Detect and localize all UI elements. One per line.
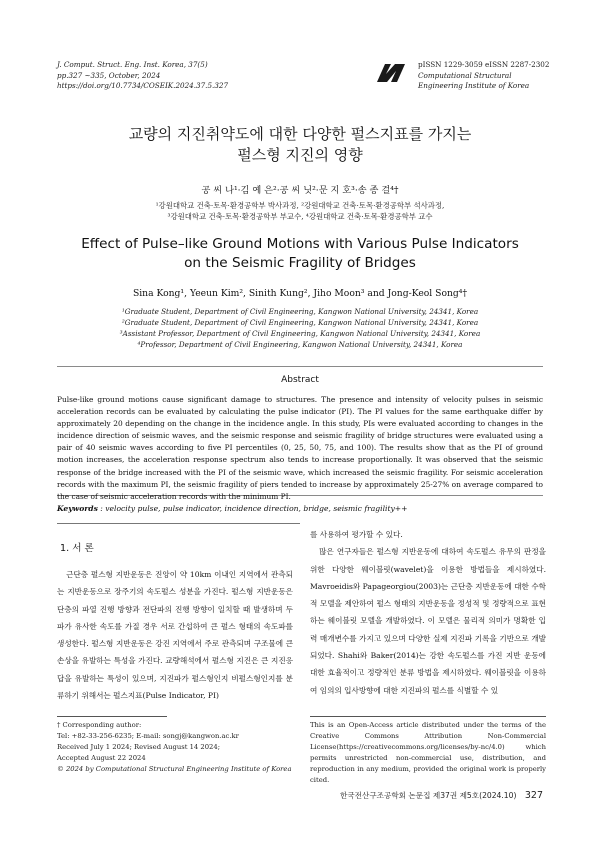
korean-affiliation-line2: ³강원대학교 건축·토목·환경공학부 부교수, ⁴강원대학교 건축·토목·환경공학부 교수 — [167, 212, 433, 221]
body-column-left — [57, 566, 293, 704]
body-paragraph-continued: 를 사용하여 평가할 수 있다. — [310, 530, 403, 539]
page-number: 327 — [524, 790, 543, 801]
page-footer — [340, 790, 543, 801]
english-title-line2: on the Seismic Fragility of Bridges — [184, 255, 416, 271]
license-rule — [310, 716, 546, 717]
institute-name-line2: Engineering Institute of Korea — [418, 81, 530, 90]
body-column-right — [310, 526, 546, 699]
issn-block — [418, 60, 549, 92]
keywords-label: Keywords — [57, 504, 98, 513]
affiliation-1: ¹Graduate Student, Department of Civil Engineering, Kangwon National University, 24341, Korea — [121, 307, 479, 316]
section-heading: 1. 서 론 — [60, 543, 94, 554]
section-divider — [57, 523, 300, 524]
footnote-line: Tel: +82-33-256-6235; E-mail: songj@kangwon.ac.kr — [57, 732, 239, 740]
english-title-line1: Effect of Pulse–like Ground Motions with Various Pulse Indicators — [81, 236, 519, 252]
english-authors: Sina Kong¹, Yeeun Kim², Sinith Kung², Jiho Moon³ and Jong-Keol Song⁴† — [132, 288, 468, 299]
korean-title-line1: 교량의 지진취약도에 대한 다양한 펄스지표를 가지는 — [128, 125, 472, 143]
journal-pages: pp.327 ~335, October, 2024 — [57, 70, 161, 80]
affiliation-3: ³Assistant Professor, Department of Civil Engineering, Kangwon National University, 24341, Korea — [119, 329, 481, 338]
english-title — [0, 235, 600, 273]
korean-authors: 공 씨 나¹·김 예 은²·공 씨 닛²·문 지 호³·송 종 걸⁴† — [201, 185, 399, 196]
issn-text: pISSN 1229-3059 eISSN 2287-2302 — [418, 60, 550, 69]
institute-name-line1: Computational Structural — [418, 70, 512, 80]
body-paragraph: 많은 연구자들은 펄스형 지반운동에 대하여 속도펄스 유무의 판정을 위한 다양한 웨이블릿(wavelet)을 이용한 방법들을 제시하였다. Mavroeidis와 Papageorgiou(2003)는 근단층 지반운동에 대한 수학적 모델을 제안하여 펄스 형태의 지반운동을 정성적 및 정량적으로 표현하는 웨이블릿 모델을 개발하였다. 이 모델은 물리적 의미가 명확한 입력 매개변수를 가지고 있으며 다양한 실제 지진파 기록을 기반으로 개발되었다. Shahi와 Baker(2014)는 강한 속도펄스를 가진 지반 운동에 대한 효율적이고 정량적인 분류 방법을 제시하였다. 웨이블릿을 이용하여 임의의 입사방향에 대한 지진파의 펄스를 식별할 수 있 — [310, 547, 546, 695]
korean-title — [0, 124, 600, 166]
korean-title-line2: 펄스형 지진의 영향 — [237, 146, 363, 164]
journal-citation — [57, 60, 228, 92]
english-affiliations — [0, 306, 600, 350]
correspondence-footnote — [57, 720, 297, 775]
institute-logo-icon — [375, 62, 407, 84]
abstract-section — [57, 366, 543, 501]
affiliation-4: ⁴Professor, Department of Civil Engineering, Kangwon National University, 24341, Korea — [137, 340, 463, 349]
journal-name: J. Comput. Struct. Eng. Inst. Korea, 37(5) — [57, 60, 208, 69]
affiliation-2: ²Graduate Student, Department of Civil Engineering, Kangwon National University, 24341, Korea — [121, 318, 479, 327]
abstract-heading: Abstract — [281, 375, 319, 385]
korean-affiliations — [0, 200, 600, 222]
keywords — [57, 504, 543, 513]
body-paragraph: 근단층 펄스형 지반운동은 진앙이 약 10km 이내인 지역에서 관측되는 지반운동으로 장주기의 속도펄스 성분을 가진다. 펄스형 지반운동은 단층의 파열 진행 방향과 전단파의 진행 방향이 일치할 때 발생하며 두 파가 유사한 속도를 가질 경우 서로 간섭하여 큰 펄스 형태의 속도파를 생성한다. 펄스형 지반운동은 강진 지역에서 주로 관측되며 구조물에 큰 손상을 유발하는 특성을 가진다. 교량해석에서 펄스형 지진은 큰 지진응답을 유발하는 특성이 있으며, 지진파가 펄스형인지 비펄스형인지를 분류하기 위해서는 펄스지표(Pulse Indicator, PI) — [57, 570, 293, 701]
footnote-line: © 2024 by Computational Structural Engineering Institute of Korea — [57, 765, 292, 773]
footnote-rule — [57, 716, 167, 717]
footnote-line: Received July 1 2024; Revised August 14 2024; — [57, 743, 220, 751]
license-notice: This is an Open-Access article distributed under the terms of the Creative Commons Attribution Non-Commercial License(https://creativecommons.org/licenses/by-nc/4.0) which permits unrestricted non-commercial use, distribution, and reproduction in any medium, provided the original work is properly cited. — [310, 721, 546, 784]
abstract-text: Pulse-like ground motions cause significant damage to structures. The presence and intensity of velocity pulses in seismic acceleration records can be evaluated by calculating the pulse indicator (PI). The PI values for the same earthquake differ by approximately 20 depending on the change in the incidence angle. In this study, PIs were evaluated according to changes in the incidence direction of seismic waves, and the seismic response and seismic fragility of bridge structures were evaluated using a pair of 40 seismic waves according to five PI percentiles (0, 25, 50, 75, and 100). The results show that as the PI of ground motion increases, the acceleration response spectrum also tends to increase proportionally. It was observed that the seismic response of the bridge increased with the PI of the seismic wave, which increased the seismic fragility. For seismic acceleration records with the maximum PI, the seismic fragility of piers tended to increase by approximately 25-27% on average compared to the case of seismic acceleration records with the minimum PI. — [57, 395, 543, 501]
footnote-line: Accepted August 22 2024 — [57, 754, 146, 762]
korean-affiliation-line1: ¹강원대학교 건축·토목·환경공학부 박사과정, ²강원대학교 건축·토목·환경공학부 석사과정, — [155, 201, 445, 210]
keywords-list: : velocity pulse, pulse indicator, incidence direction, bridge, seismic fragility++ — [100, 504, 408, 513]
doi-link[interactable]: https://doi.org/10.7734/COSEIK.2024.37.5.327 — [57, 81, 229, 90]
footer-journal: 한국전산구조공학회 논문집 제37권 제5호(2024.10) — [340, 791, 517, 800]
footnote-line: † Corresponding author: — [57, 721, 142, 729]
